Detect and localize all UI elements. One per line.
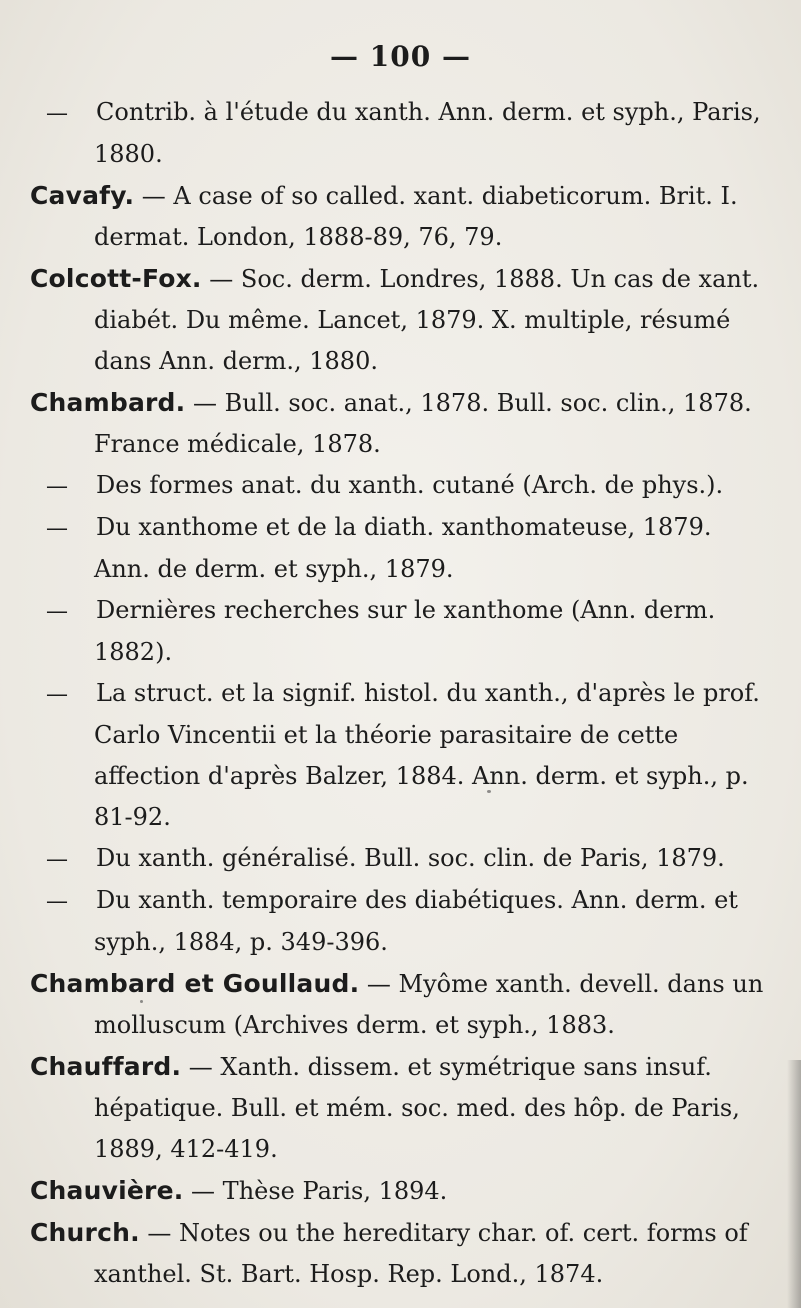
- entry-dash: —: [46, 889, 68, 914]
- bibliography-entry: [30, 1170, 765, 1212]
- bibliography-entry: [30, 673, 765, 838]
- entry-author: Chauffard.: [30, 1052, 182, 1081]
- paper-speck: [140, 1000, 143, 1003]
- entry-text: — Myôme xanth. devell. dans un molluscum (Archives derm. et syph., 1883.: [94, 970, 764, 1039]
- entry-text: — Soc. derm. Londres, 1888. Un cas de xant. diabét. Du même. Lancet, 1879. X. multiple, résumé dans Ann. derm., 1880.: [94, 265, 760, 375]
- bibliography-entry: [30, 838, 765, 880]
- entry-dash: —: [46, 474, 68, 499]
- bibliography-entry: [30, 880, 765, 963]
- entry-author: Cavafy.: [30, 181, 135, 210]
- paper-speck: [487, 790, 491, 793]
- entry-text: — Thèse Paris, 1894.: [183, 1177, 448, 1205]
- entry-author: Chauvière.: [30, 1176, 184, 1205]
- bibliography-entry: [30, 963, 765, 1046]
- entry-text: — A case of so called. xant. diabeticorum. Brit. I. dermat. London, 1888-89, 76, 79.: [94, 182, 738, 251]
- entry-author: Colcott-Fox.: [30, 264, 202, 293]
- entry-text: — Xanth. dissem. et symétrique sans insuf. hépatique. Bull. et mém. soc. med. des hôp. de Paris, 1889, 412-419.: [94, 1053, 740, 1163]
- entry-text: — Notes ou the hereditary char. of. cert. forms of xanthel. St. Bart. Hosp. Rep. Lond., 1874.: [94, 1219, 748, 1288]
- entry-text: Du xanth. temporaire des diabétiques. Ann. derm. et syph., 1884, p. 349-396.: [94, 886, 738, 956]
- entry-author: Chambard.: [30, 388, 186, 417]
- bibliography-entry: [30, 258, 765, 382]
- entry-text: Dernières recherches sur le xanthome (Ann. derm. 1882).: [94, 596, 716, 666]
- entry-text: Contrib. à l'étude du xanth. Ann. derm. et syph., Paris, 1880.: [94, 98, 761, 168]
- entry-text: — Bull. soc. anat., 1878. Bull. soc. clin., 1878. France médicale, 1878.: [94, 389, 752, 458]
- entry-dash: —: [46, 599, 68, 624]
- bibliography-list: [30, 92, 765, 1295]
- bibliography-entry: [30, 590, 765, 673]
- bibliography-entry: [30, 92, 765, 175]
- bibliography-entry: [30, 1046, 765, 1170]
- bibliography-entry: [30, 1212, 765, 1295]
- page-number: — 100 —: [330, 40, 471, 73]
- bibliography-entry: [30, 507, 765, 590]
- entry-text: Du xanthome et de la diath. xanthomateuse, 1879. Ann. de derm. et syph., 1879.: [94, 513, 712, 583]
- entry-dash: —: [46, 847, 68, 872]
- bibliography-entry: [30, 175, 765, 258]
- entry-dash: —: [46, 682, 68, 707]
- bibliography-entry: [30, 465, 765, 507]
- entry-dash: —: [46, 101, 68, 126]
- entry-dash: —: [46, 516, 68, 541]
- entry-text: Du xanth. généralisé. Bull. soc. clin. de Paris, 1879.: [96, 844, 725, 872]
- entry-author: Church.: [30, 1218, 140, 1247]
- entry-text: La struct. et la signif. histol. du xanth., d'après le prof. Carlo Vincentii et la théorie parasitaire de cette affection d'après Balzer, 1884. Ann. derm. et syph., p. 81-92.: [94, 679, 760, 831]
- page-edge-shadow: [787, 1060, 801, 1308]
- entry-author: Chambard et Goullaud.: [30, 969, 360, 998]
- bibliography-entry: [30, 382, 765, 465]
- entry-text: Des formes anat. du xanth. cutané (Arch. de phys.).: [96, 471, 724, 499]
